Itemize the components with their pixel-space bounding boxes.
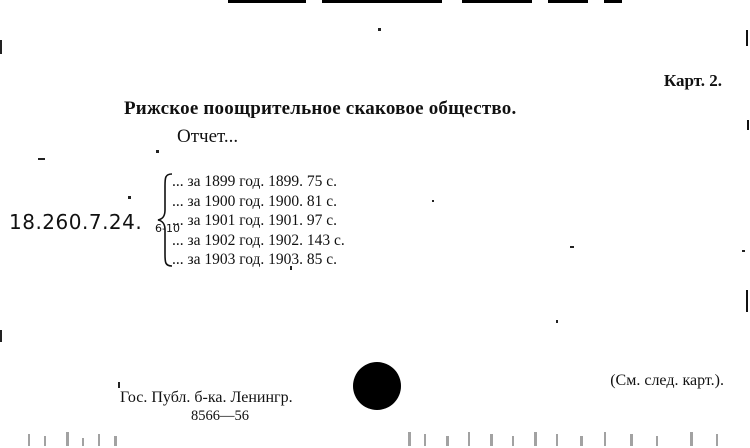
report-entries-list bbox=[172, 172, 345, 270]
continuation-note: (См. след. карт.). bbox=[610, 372, 724, 389]
stamp-code: 8566—56 bbox=[191, 408, 249, 424]
scan-speck bbox=[118, 382, 120, 388]
scan-speck bbox=[128, 196, 131, 199]
report-entry: ... за 1902 год. 1902. 143 с. bbox=[172, 231, 345, 249]
report-entry: ... за 1903 год. 1903. 85 с. bbox=[172, 251, 338, 268]
top-edge-mark bbox=[322, 0, 442, 3]
handwritten-call-number-suffix: 6-10 bbox=[155, 222, 180, 235]
scan-speck bbox=[378, 28, 381, 31]
punch-hole bbox=[353, 362, 401, 410]
library-stamp: Гос. Публ. б-ка. Ленингр. bbox=[120, 389, 293, 406]
top-edge-mark bbox=[228, 0, 306, 3]
card-number: Карт. 2. bbox=[663, 71, 722, 90]
scan-speck bbox=[556, 320, 558, 323]
card-title: Рижское поощрительное скаковое общество. bbox=[124, 98, 517, 119]
scan-speck bbox=[742, 250, 745, 252]
card-subtitle: Отчет... bbox=[177, 126, 239, 147]
scan-noise-strip bbox=[0, 426, 750, 448]
top-edge-mark bbox=[548, 0, 588, 3]
scan-speck bbox=[432, 200, 434, 202]
scan-speck bbox=[0, 40, 2, 54]
scan-speck bbox=[0, 330, 2, 342]
top-edge-mark bbox=[604, 0, 622, 3]
scan-speck bbox=[38, 158, 45, 160]
handwritten-call-number: 18.260.7.24. bbox=[9, 210, 143, 234]
scan-speck bbox=[156, 150, 159, 153]
scan-speck bbox=[570, 246, 574, 248]
top-edge-mark bbox=[462, 0, 532, 3]
report-entry: ... за 1900 год. 1900. 81 с. bbox=[172, 192, 338, 210]
report-entry: ... за 1901 год. 1901. 97 с. bbox=[172, 212, 338, 229]
card-edge-scan-artifact bbox=[744, 0, 750, 448]
report-entry: ... за 1899 год. 1899. 75 с. bbox=[172, 173, 338, 190]
